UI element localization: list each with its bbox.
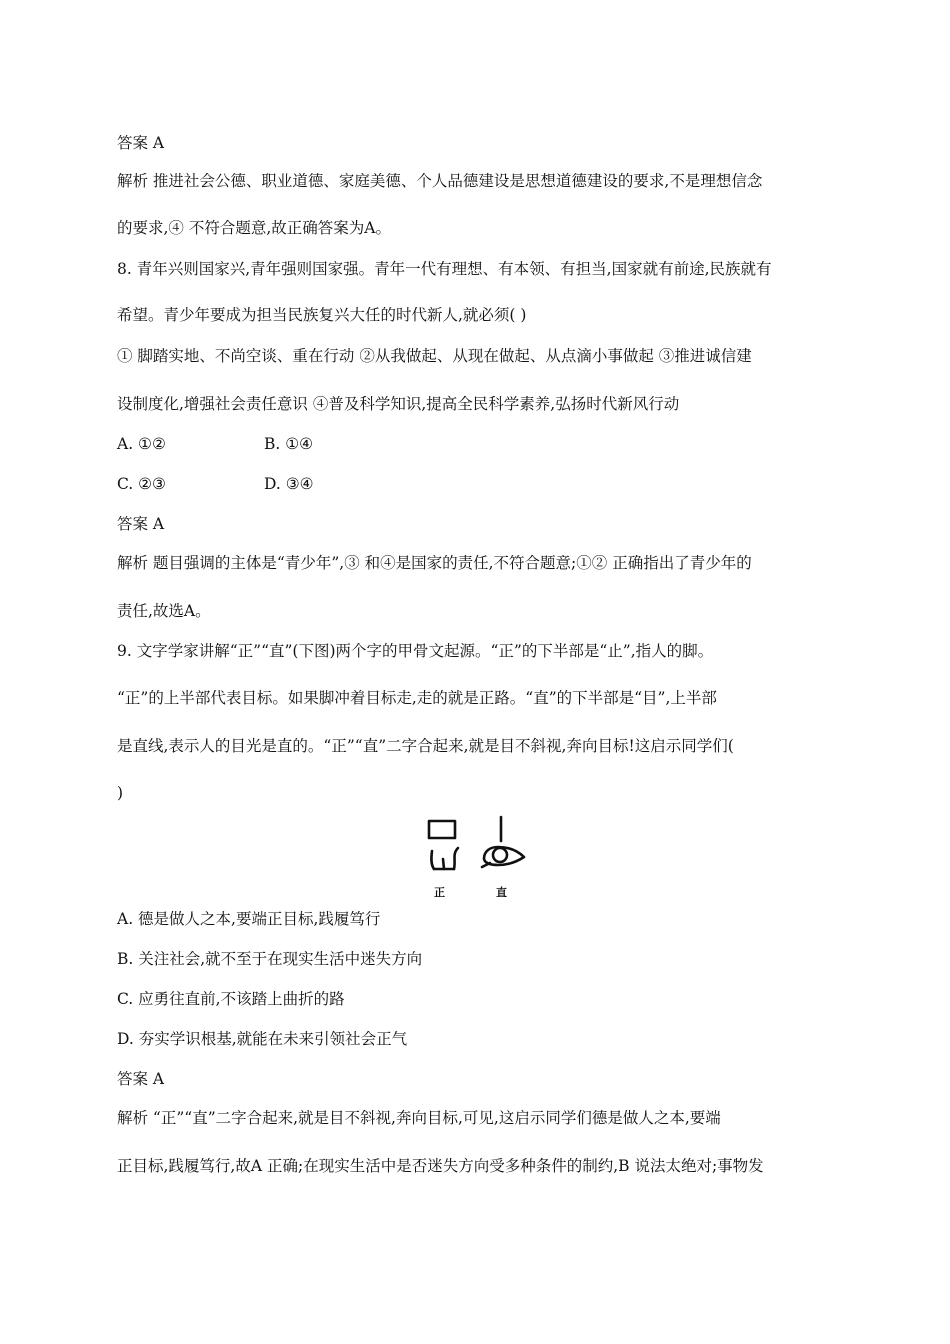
line-answer-7: 答案 A [117, 134, 165, 152]
line-analysis-8a: 解析 题目强调的主体是“青少年”,③ 和④是国家的责任,不符合题意;①② 正确指出了青少年的 [117, 554, 752, 572]
line-analysis-9b: 正目标,践履笃行,故A 正确;在现实生活中是否迷失方向受多种条件的制约,B 说法太绝对;事物发 [117, 1157, 764, 1175]
option-8c: C. ②③ [117, 475, 166, 493]
line-question-9a: 9. 文字学家讲解“正”“直”(下图)两个字的甲骨文起源。“正”的下半部是“止”,指人的脚。 [117, 642, 714, 660]
line-question-8b: 希望。青少年要成为担当民族复兴大任的时代新人,就必须( ) [117, 306, 527, 324]
line-question-9c: 是直线,表示人的目光是直的。“正”“直”二字合起来,就是目不斜视,奔向目标!这启示同学们( [117, 737, 734, 755]
line-answer-9: 答案 A [117, 1070, 165, 1088]
line-statements-8a: ① 脚踏实地、不尚空谈、重在行动 ②从我做起、从现在做起、从点滴小事做起 ③推进诚信建 [117, 347, 752, 365]
line-analysis-7b: 的要求,④ 不符合题意,故正确答案为A。 [117, 219, 391, 237]
line-statements-8b: 设制度化,增强社会责任意识 ④普及科学知识,提高全民科学素养,弘扬时代新风行动 [117, 395, 680, 413]
oracle-bone-figure [418, 815, 538, 905]
option-9b: B. 关注社会,就不至于在现实生活中迷失方向 [117, 950, 423, 968]
line-question-8a: 8. 青年兴则国家兴,青年强则国家强。青年一代有理想、有本领、有担当,国家就有前途,民族就有 [117, 260, 772, 278]
option-8a: A. ①② [117, 435, 166, 453]
line-analysis-8b: 责任,故选A。 [117, 602, 211, 620]
line-answer-8: 答案 A [117, 515, 165, 533]
line-analysis-9a: 解析 “正”“直”二字合起来,就是目不斜视,奔向目标,可见,这启示同学们德是做人之本,要端 [117, 1109, 721, 1127]
option-9c: C. 应勇往直前,不该踏上曲折的路 [117, 990, 345, 1008]
oracle-bone-glyphs-image [418, 815, 538, 885]
line-analysis-7a: 解析 推进社会公德、职业道德、家庭美德、个人品德建设是思想道德建设的要求,不是理想信念 [117, 172, 763, 190]
option-9d: D. 夯实学识根基,就能在未来引领社会正气 [117, 1030, 408, 1048]
caption-zhi: 直 [496, 886, 507, 899]
option-8b: B. ①④ [264, 435, 314, 453]
line-question-9d: ) [117, 784, 124, 802]
option-8d: D. ③④ [264, 475, 314, 493]
line-question-9b: “正”的上半部代表目标。如果脚冲着目标走,走的就是正路。“直”的下半部是“目”,上半部 [117, 689, 717, 707]
option-9a: A. 德是做人之本,要端正目标,践履笃行 [117, 910, 381, 928]
caption-zheng: 正 [434, 886, 445, 899]
